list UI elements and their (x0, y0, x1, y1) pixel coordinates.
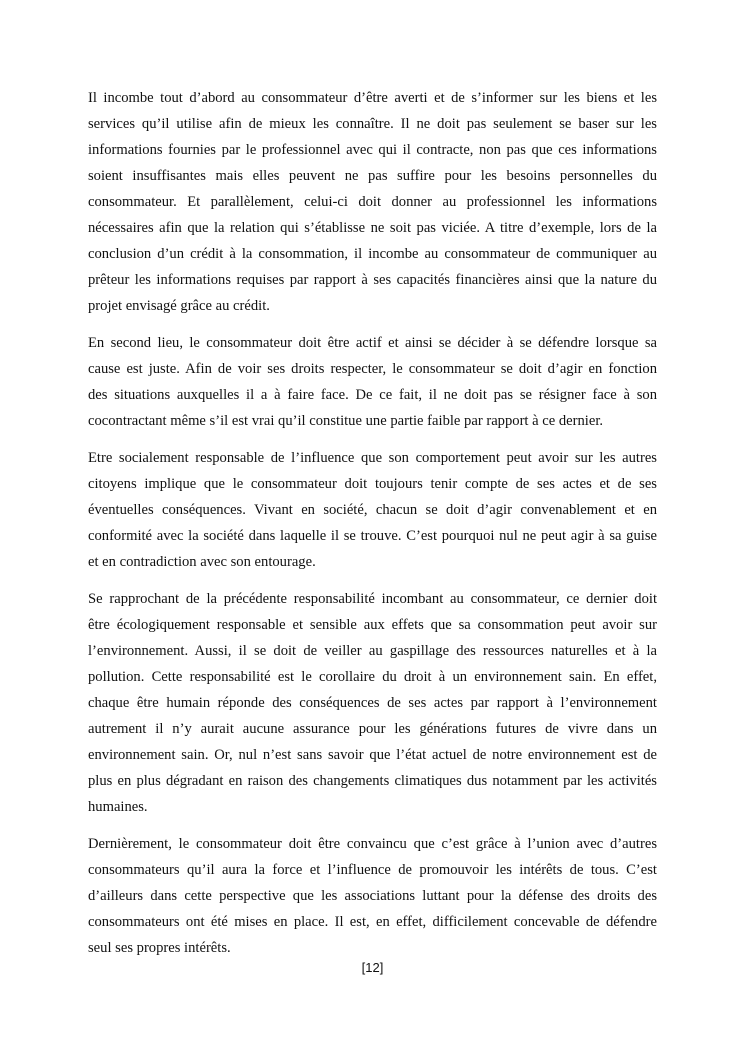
text-line: des situations auxquelles il a à faire face. De ce fait, il ne doit pas se résigner face à son (88, 387, 657, 403)
text-line: informations fournies par le professionnel avec qui il contracte, non pas que ces informations (88, 142, 657, 158)
text-line: chaque être humain réponde des conséquences de ses actes par rapport à l’environnement (88, 695, 657, 711)
text-line: soient insuffisantes mais elles peuvent ne pas suffire pour les besoins personnelles du (88, 168, 657, 184)
text-line: citoyens implique que le consommateur doit toujours tenir compte de ses actes et de ses (88, 476, 657, 492)
text-line: pollution. Cette responsabilité est le corollaire du droit à un environnement sain. En effet, (88, 669, 657, 685)
text-line: Dernièrement, le consommateur doit être convaincu que c’est grâce à l’union avec d’autres (88, 836, 657, 852)
text-line: Etre socialement responsable de l’influence que son comportement peut avoir sur les autres (88, 450, 657, 466)
text-line: nécessaires afin que la relation qui s’établisse ne soit pas viciée. A titre d’exemple, lors de la (88, 220, 657, 236)
text-line: éventuelles conséquences. Vivant en société, chacun se doit d’agir convenablement et en (88, 502, 657, 518)
text-line: Il incombe tout d’abord au consommateur d’être averti et de s’informer sur les biens et les (88, 90, 657, 106)
text-line: l’environnement. Aussi, il se doit de veiller au gaspillage des ressources naturelles et à la (88, 643, 657, 659)
text-line: être écologiquement responsable et sensible aux effets que sa consommation peut avoir sur (88, 617, 657, 633)
text-line: cause est juste. Afin de voir ses droits respecter, le consommateur se doit d’agir en fonction (88, 361, 657, 377)
text-line: consommateurs ont été mises en place. Il est, en effet, difficilement concevable de défendre (88, 914, 657, 930)
text-line: autrement il n’y aurait aucune assurance pour les générations futures de vivre dans un (88, 721, 657, 737)
text-line: projet envisagé grâce au crédit. (88, 298, 270, 314)
text-line: d’ailleurs dans cette perspective que les associations luttant pour la défense des droits des (88, 888, 657, 904)
text-line: conclusion d’un crédit à la consommation, il incombe au consommateur de communiquer au (88, 246, 657, 262)
paragraph (88, 831, 657, 961)
paragraph (88, 330, 657, 434)
text-line: services qu’il utilise afin de mieux les connaître. Il ne doit pas seulement se baser sur les (88, 116, 657, 132)
text-line: conformité avec la société dans laquelle il se trouve. C’est pourquoi nul ne peut agir à sa guise (88, 528, 657, 544)
text-line: En second lieu, le consommateur doit être actif et ainsi se décider à se défendre lorsque sa (88, 335, 657, 351)
text-line: consommateur. Et parallèlement, celui-ci doit donner au professionnel les informations (88, 194, 657, 210)
paragraph (88, 445, 657, 575)
text-line: cocontractant même s’il est vrai qu’il constitue une partie faible par rapport à ce dernier. (88, 413, 604, 429)
text-line: Se rapprochant de la précédente responsabilité incombant au consommateur, ce dernier doit (88, 591, 657, 607)
text-line: et en contradiction avec son entourage. (88, 554, 316, 570)
document-body (88, 85, 657, 972)
paragraph (88, 586, 657, 820)
text-line: humaines. (88, 799, 148, 815)
page-number: [12] (361, 960, 384, 975)
text-line: plus en plus dégradant en raison des changements climatiques dus notamment par les activités (88, 773, 657, 789)
paragraph (88, 85, 657, 319)
text-line: consommateurs qu’il aura la force et l’influence de promouvoir les intérêts de tous. C’est (88, 862, 657, 878)
text-line: environnement sain. Or, nul n’est sans savoir que l’état actuel de notre environnement est de (88, 747, 657, 763)
text-line: prêteur les informations requises par rapport à ses capacités financières ainsi que la nature du (88, 272, 657, 288)
text-line: seul ses propres intérêts. (88, 940, 231, 956)
